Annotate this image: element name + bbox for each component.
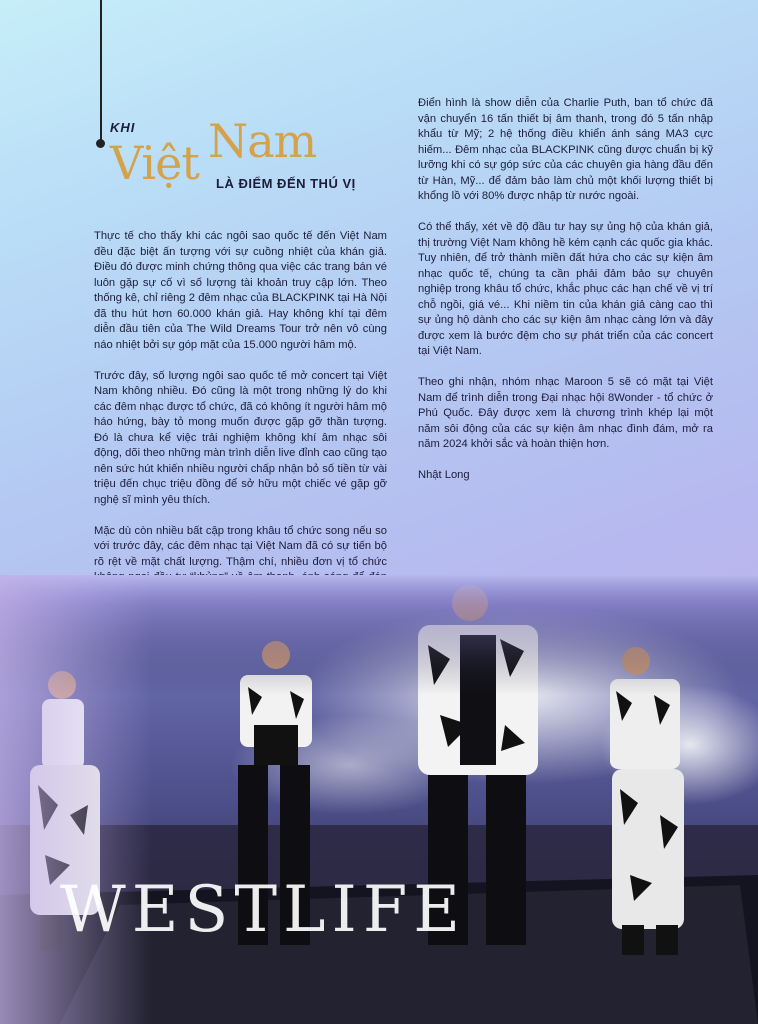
heading-kicker: KHI: [110, 120, 136, 135]
paragraph: Điển hình là show diễn của Charlie Puth, ban tổ chức đã vận chuyển 16 tấn thiết bị âm thanh, trong đó 5 tấn nhập khẩu từ Mỹ; 2 hệ thống điều khiển ánh sáng MA3 cực hiếm... Đêm nhạc của BLACKPINK cũng được chuẩn bị kỹ lưỡng khi có sự góp sức của các chuyên gia hàng đầu đến từ Hàn, Mỹ... để đảm bảo làm chủ một khối lượng thiết bị khổng lồ với 80% được nhập từ nước ngoài.: [418, 97, 713, 202]
paragraph: Trước đây, số lượng ngôi sao quốc tế mở concert tại Việt Nam không nhiều. Đó cũng là một trong những lý do khi các đêm nhạc được tổ chức, đã có không ít người hâm mộ háo hứng, bày tỏ mong muốn được gặp gỡ thần tượng. Đó là chưa kể việc trải nghiệm không khí âm nhạc sôi động, dõi theo những màn trình diễn live đỉnh cao cũng tạo nên sức hút khiến nhiều người chấp nhận bỏ số tiền từ vài triệu đến chục triệu đồng để sở hữu một chiếc vé gặp gỡ nghệ sĩ mình yêu thích.: [94, 369, 387, 506]
paragraph: Theo ghi nhận, nhóm nhạc Maroon 5 sẽ có mặt tại Việt Nam để trình diễn trong Đại nhạc hội 8Wonder - tổ chức ở Phú Quốc. Đây được xem là chương trình khép lại một năm sôi động của các sự kiện âm nhạc đình đám, mở ra năm 2024 khởi sắc và hoàn thiện hơn.: [418, 376, 713, 450]
heading-subtitle: LÀ ĐIỂM ĐẾN THÚ VỊ: [216, 176, 356, 191]
left-text-column: [94, 229, 387, 632]
paragraph: Thực tế cho thấy khi các ngôi sao quốc tế đến Việt Nam đều đặc biệt ấn tượng với sự cuồng nhiệt của khán giả. Điều đó được minh chứng thông qua việc các trang bán vé luôn gặp sự cố vì số lượng tài khoản truy cập lớn. Theo thống kê, chỉ riêng 2 đêm nhạc của BLACKPINK tại Hà Nội đã thu hút hơn 60.000 khán giả. Hay không khí tại đêm diễn đầu tiên của The Wild Dreams Tour trở nên vô cùng náo nhiệt bởi sự góp mặt của 15.000 người hâm mộ.: [94, 230, 387, 351]
heading-title-nam: Nam: [208, 114, 317, 168]
decorative-vertical-line: [100, 0, 102, 142]
right-text-column: [418, 96, 713, 499]
brand-logo: WESTLIFE: [60, 873, 466, 947]
concert-photo: [0, 575, 758, 1024]
paragraph: Mặc dù còn nhiều bất cập trong khâu tổ chức song nếu so với trước đây, các đêm nhạc tại Việt Nam đã có sự tiến bộ rõ rệt về mặt chất lượng. Thậm chí, nhiều đơn vị tổ chức: [94, 524, 387, 568]
heading-title-viet: Việt: [110, 136, 199, 190]
decorative-dot: [96, 139, 105, 148]
paragraph: Có thể thấy, xét về độ đầu tư hay sự ủng hộ của khán giả, thị trường Việt Nam không hề kém cạnh các quốc gia khác. Tuy nhiên, để trở thành miền đất hứa cho các sự kiện âm nhạc quốc tế, chúng ta cần phải đảm bảo sự chuyên nghiệp trong khâu tổ chức, khắc phục các hạn chế về vị trí chỗ ngồi, giá vé... Khi niềm tin của khán giả càng cao thì sự ủng hộ dành cho các sự kiện âm nhạc càng lớn và đây được xem là bước đệm cho sự phát triển của các concert tại Việt Nam.: [418, 221, 713, 357]
author-name: Nhật Long: [418, 469, 470, 481]
